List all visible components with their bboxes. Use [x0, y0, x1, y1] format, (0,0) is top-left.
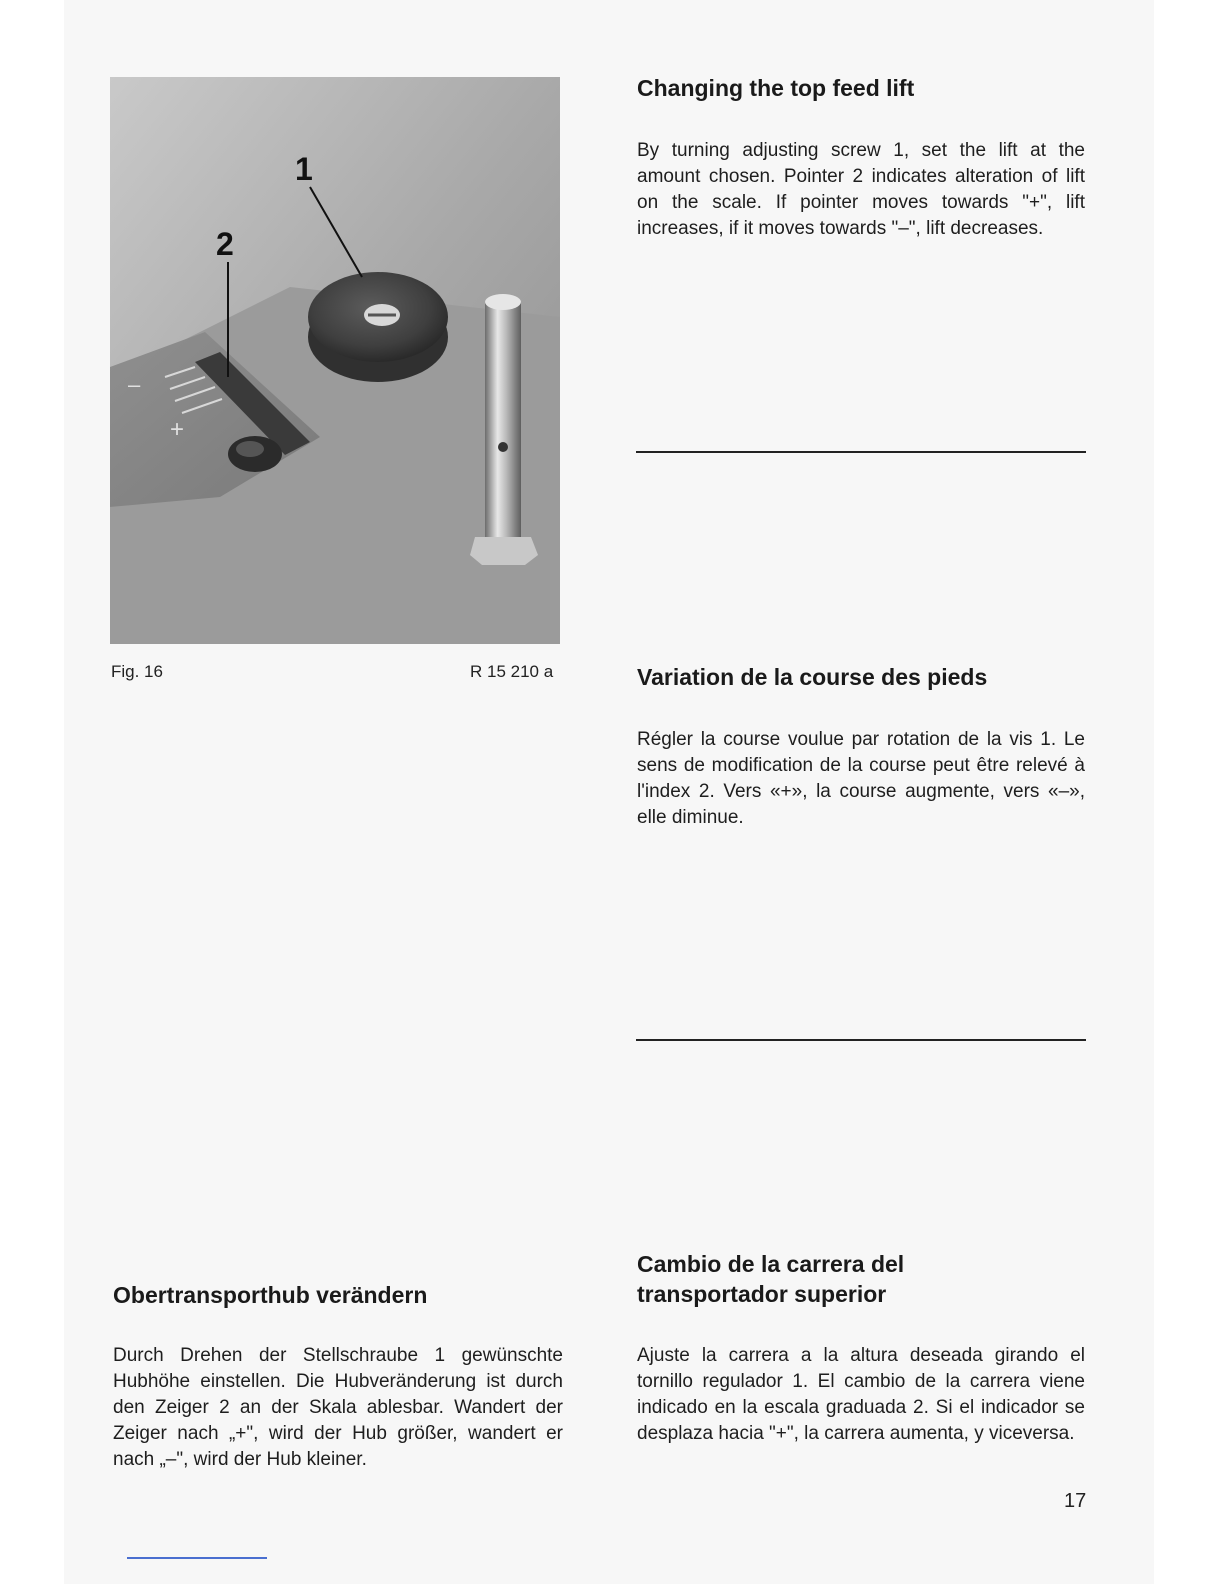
- figure-reference-code: R 15 210 a: [470, 662, 554, 681]
- heading-spanish-line-1: Cambio de la carrera del: [637, 1251, 905, 1277]
- heading-french: Variation de la course des pieds: [637, 664, 988, 690]
- feed-lift-illustration: [110, 77, 560, 644]
- body-french: Régler la course voulue par rotation de la vis 1. Le sens de modification de la course peut être relevé à l'index 2. Vers «+», la course augmente, vers «–», elle diminue.: [637, 729, 1085, 828]
- section-divider-1: [636, 451, 1086, 453]
- callout-label-1: 1: [295, 151, 313, 187]
- pin-hex-nut: [470, 537, 538, 565]
- page-number: 17: [1064, 1490, 1087, 1512]
- heading-spanish-line-2: transportador superior: [637, 1281, 887, 1307]
- body-spanish: Ajuste la carrera a la altura deseada girando el tornillo regulador 1. El cambio de la carrera viene indicado en la escala graduada 2. Si el indicador se desplaza hacia "+", la carrera aumenta, y viceversa.: [637, 1345, 1085, 1444]
- figure-photo: [110, 77, 560, 644]
- heading-english: Changing the top feed lift: [637, 75, 915, 101]
- section-divider-2: [636, 1039, 1086, 1041]
- heading-spanish: [637, 1249, 904, 1309]
- body-german: Durch Drehen der Stellschraube 1 gewünschte Hubhöhe einstellen. Die Hubveränderung ist durch den Zeiger 2 an der Skala ablesbar. Wandert der Zeiger nach „+", wird der Hub größer, wandert er nach „–", wird der Hub kleiner.: [113, 1345, 563, 1470]
- margin-blue-line: [127, 1557, 267, 1559]
- scale-minus-mark: –: [128, 372, 141, 397]
- heading-german: Obertransporthub verändern: [113, 1282, 428, 1308]
- figure-caption: Fig. 16: [111, 662, 163, 681]
- presser-bar-pin: [485, 302, 521, 542]
- scale-plus-mark: +: [170, 416, 185, 443]
- body-english: By turning adjusting screw 1, set the lift at the amount chosen. Pointer 2 indicates alteration of lift on the scale. If pointer moves towards "+", lift increases, if it moves towards "–", lift decreases.: [637, 140, 1085, 239]
- callout-label-2: 2: [216, 226, 234, 262]
